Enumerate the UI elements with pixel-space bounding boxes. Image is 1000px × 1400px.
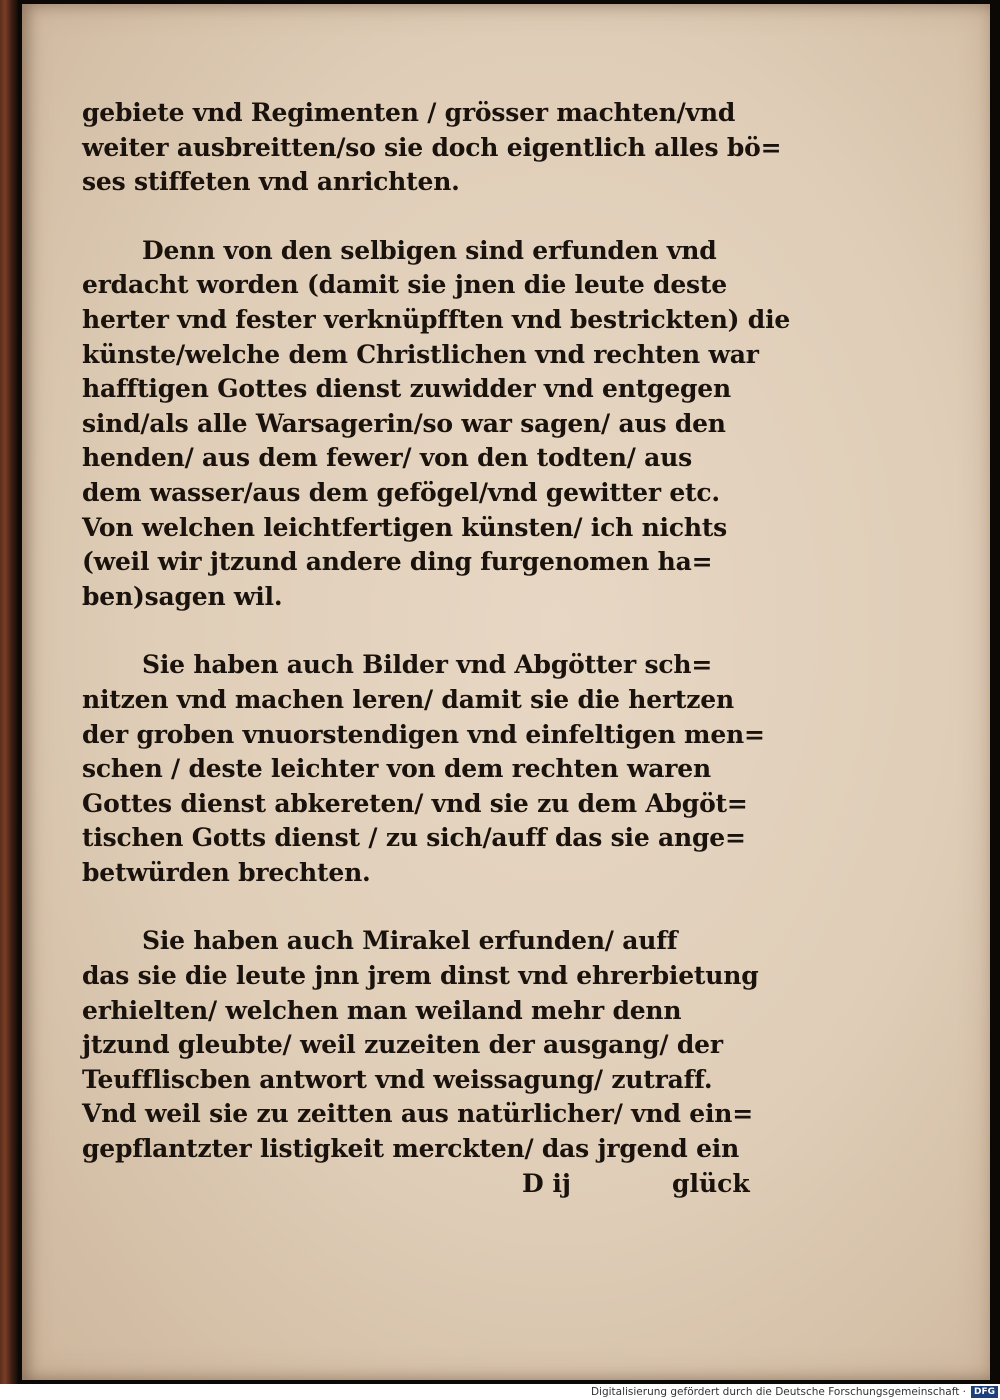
text-line: Sie haben auch Bilder vnd Abgötter sch= <box>142 650 713 680</box>
paragraph-4 <box>82 924 762 1166</box>
text-line: henden/ aus dem fewer/ von den todten/ aus <box>82 443 693 473</box>
catchword: glück <box>672 1168 750 1198</box>
text-line: erhielten/ welchen man weiland mehr denn <box>82 995 682 1025</box>
text-line: weiter ausbreitten/so sie doch eigentlich alles bö= <box>82 132 782 162</box>
footer-bar <box>0 1384 1000 1400</box>
paragraph-1 <box>82 96 782 200</box>
footer-credit: Digitalisierung gefördert durch die Deutsche Forschungsgemeinschaft · <box>590 1386 966 1398</box>
text-line: gebiete vnd Regimenten / grösser machten/vnd <box>82 98 736 127</box>
text-line: herter vnd fester verknüpfften vnd bestrickten) die <box>82 304 791 334</box>
text-line: Von welchen leichtfertigen künsten/ ich nichts <box>82 512 728 542</box>
paragraph-gap <box>82 200 762 234</box>
text-line: tischen Gotts dienst / zu sich/auff das sie ange= <box>82 823 746 853</box>
page-footer-line <box>82 1167 762 1201</box>
text-line: betwürden brechten. <box>82 857 371 887</box>
signature-mark: D ij <box>522 1168 571 1198</box>
book-cover-edge <box>0 0 18 1384</box>
text-line: Sie haben auch Mirakel erfunden/ auff <box>142 926 678 956</box>
text-line: Gottes dienst abkereten/ vnd sie zu dem Abgöt= <box>82 788 748 818</box>
paragraph-3 <box>82 648 765 890</box>
text-line: hafftigen Gottes dienst zuwidder vnd entgegen <box>82 374 731 404</box>
text-line: das sie die leute jnn jrem dinst vnd ehrerbietung <box>82 961 759 991</box>
book-page <box>22 4 990 1380</box>
text-line: sind/als alle Warsagerin/so war sagen/ aus den <box>82 408 726 438</box>
text-line: ses stiffeten vnd anrichten. <box>82 167 460 197</box>
text-line: der groben vnuorstendigen vnd einfeltigen men= <box>82 719 765 749</box>
text-line: jtzund gleubte/ weil zuzeiten der ausgang/ der <box>82 1030 723 1060</box>
text-line: (weil wir jtzund andere ding furgenomen ha= <box>82 547 713 577</box>
text-line: schen / deste leichter von dem rechten waren <box>82 754 711 784</box>
paragraph-2 <box>82 234 791 615</box>
text-line: Teuffliscben antwort vnd weissagung/ zutraff. <box>82 1064 713 1094</box>
text-line: erdacht worden (damit sie jnen die leute deste <box>82 270 727 300</box>
paragraph-gap <box>82 890 762 924</box>
text-line: gepflantzter listigkeit merckten/ das jrgend ein <box>82 1134 740 1164</box>
text-line: künste/welche dem Christlichen vnd rechten war <box>82 339 759 369</box>
text-line: Vnd weil sie zu zeitten aus natürlicher/ vnd ein= <box>82 1099 753 1129</box>
text-line: ben)sagen wil. <box>82 581 283 611</box>
text-block <box>82 96 791 1201</box>
text-line: nitzen vnd machen leren/ damit sie die hertzen <box>82 684 734 714</box>
text-line: Denn von den selbigen sind erfunden vnd <box>142 235 717 265</box>
paragraph-gap <box>82 614 762 648</box>
text-line: dem wasser/aus dem gefögel/vnd gewitter etc. <box>82 477 720 507</box>
dfg-logo: DFG <box>971 1386 998 1398</box>
